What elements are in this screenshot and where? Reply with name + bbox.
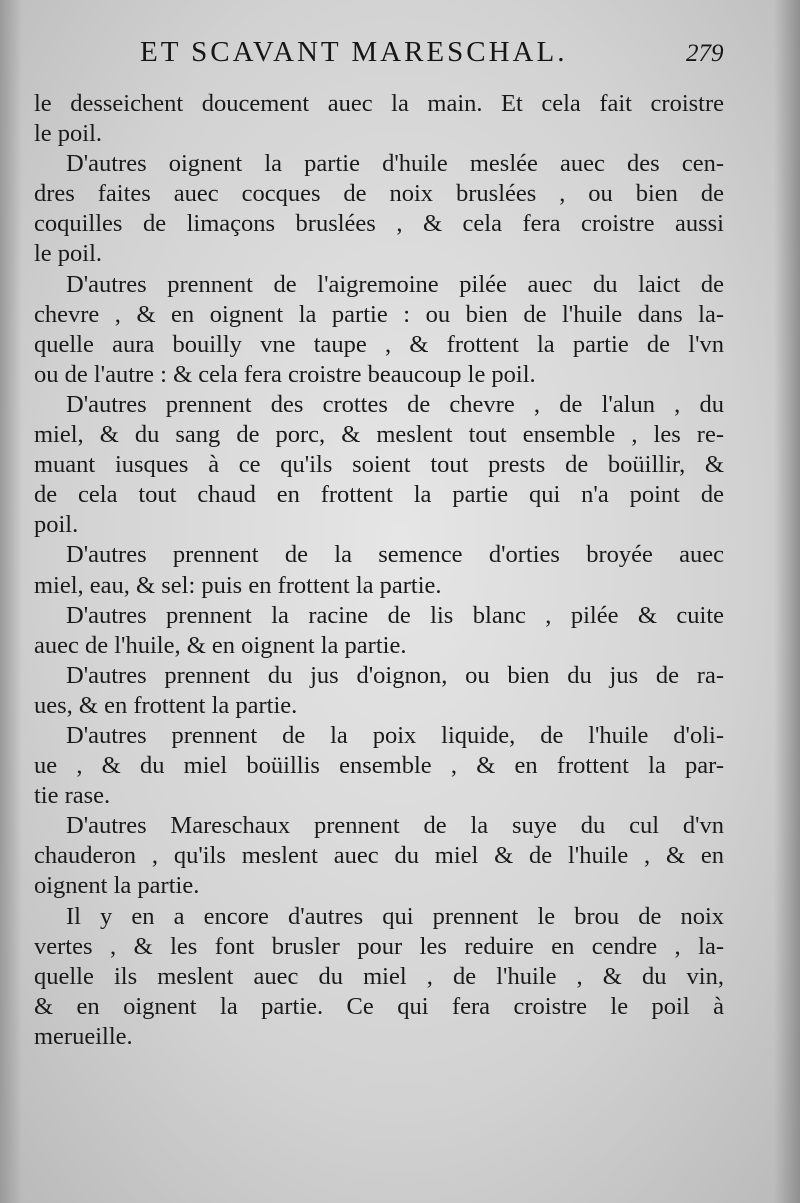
- text-line: le poil.: [34, 120, 103, 148]
- paragraph: [34, 540, 724, 600]
- text-line: merueille.: [34, 1022, 133, 1050]
- text-line: D'autres prennent de la semence d'orties broyée auec: [66, 541, 724, 569]
- running-head: ET SCAVANT MARESCHAL.: [140, 36, 568, 68]
- text-line: chauderon , qu'ils meslent auec du miel & de l'huile , & en: [34, 842, 724, 870]
- text-line: quelle aura bouilly vne taupe , & frottent la partie de l'vn: [34, 330, 724, 358]
- text-line: muant iusques à ce qu'ils soient tout prests de boüillir, &: [34, 451, 724, 479]
- text-line: D'autres prennent de la poix liquide, de l'huile d'oli-: [66, 721, 724, 749]
- text-line: auec de l'huile, & en oignent la partie.: [34, 631, 407, 659]
- text-line: Il y en a encore d'autres qui prennent le brou de noix: [66, 902, 724, 930]
- text-line: oignent la partie.: [34, 872, 200, 900]
- text-line: ou de l'autre : & cela fera croistre beaucoup le poil.: [34, 360, 536, 388]
- text-line: ues, & en frottent la partie.: [34, 691, 298, 719]
- text-line: miel, & du sang de porc, & meslent tout ensemble , les re-: [34, 421, 724, 449]
- text-line: D'autres prennent de l'aigremoine pilée auec du laict de: [66, 270, 724, 298]
- paragraph: [34, 390, 724, 540]
- paragraph: [34, 601, 724, 661]
- page-edge-shadow-left: [0, 0, 22, 1203]
- text-line: & en oignent la partie. Ce qui fera croistre le poil à: [34, 992, 724, 1020]
- text-line: chevre , & en oignent la partie : ou bien de l'huile dans la-: [34, 300, 724, 328]
- text-line: ue , & du miel boüillis ensemble , & en frottent la par-: [34, 752, 724, 780]
- page-header: [0, 36, 800, 80]
- text-line: vertes , & les font brusler pour les reduire en cendre , la-: [34, 932, 724, 960]
- text-line: D'autres oignent la partie d'huile meslée auec des cen-: [66, 150, 724, 178]
- text-line: D'autres Mareschaux prennent de la suye du cul d'vn: [66, 812, 724, 840]
- text-line: D'autres prennent la racine de lis blanc , pilée & cuite: [66, 601, 724, 629]
- paragraph: [34, 149, 724, 269]
- text-line: miel, eau, & sel: puis en frottent la partie.: [34, 571, 442, 599]
- text-line: le desseichent doucement auec la main. Et cela fait croistre: [34, 90, 724, 117]
- text-line: poil.: [34, 511, 79, 539]
- text-line: le poil.: [34, 240, 103, 268]
- page-number: 279: [686, 40, 724, 67]
- text-body: [34, 89, 724, 1052]
- text-line: coquilles de limaçons bruslées , & cela fera croistre aussi: [34, 210, 724, 238]
- text-line: D'autres prennent des crottes de chevre , de l'alun , du: [66, 390, 724, 418]
- text-line: D'autres prennent du jus d'oignon, ou bien du jus de ra-: [66, 661, 724, 689]
- text-line: tie rase.: [34, 782, 111, 810]
- paragraph: [34, 270, 724, 390]
- page-edge-shadow-right: [774, 0, 800, 1203]
- paragraph: [34, 89, 724, 149]
- text-line: quelle ils meslent auec du miel , de l'huile , & du vin,: [34, 962, 724, 990]
- paragraph: [34, 811, 724, 901]
- text-line: dres faites auec cocques de noix bruslées , ou bien de: [34, 180, 724, 208]
- text-line: de cela tout chaud en frottent la partie qui n'a point de: [34, 481, 724, 509]
- paragraph: [34, 721, 724, 811]
- paragraph: [34, 902, 724, 1052]
- paragraph: [34, 661, 724, 721]
